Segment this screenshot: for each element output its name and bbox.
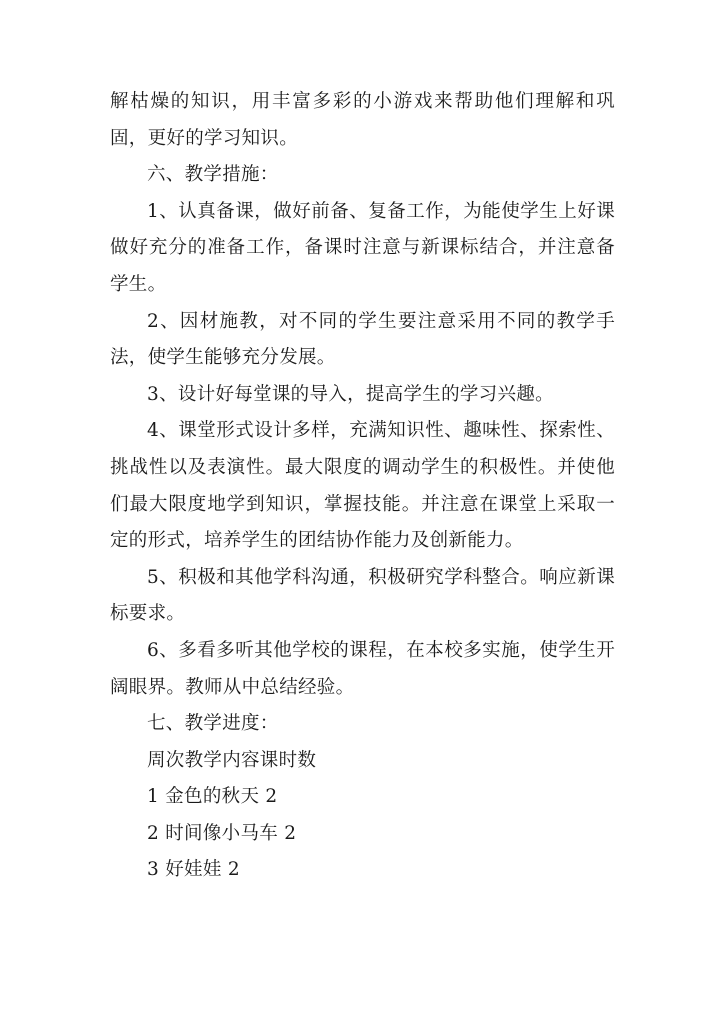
section-6-heading: 六、教学措施： xyxy=(147,164,279,186)
document-page xyxy=(110,84,615,889)
measure-item-4: 4、课堂形式设计多样，充满知识性、趣味性、探索性、挑战性以及表演性。最大限度的调动学生的积极性。并使他们最大限度地学到知识，掌握技能。并注意在课堂上采取一定的形式，培养学生的团结协作能力及创新能力。 xyxy=(110,420,615,552)
measure-item-3: 3、设计好每堂课的导入，提高学生的学习兴趣。 xyxy=(147,383,554,405)
intro-continued-paragraph: 解枯燥的知识，用丰富多彩的小游戏来帮助他们理解和巩固，更好的学习知识。 xyxy=(110,91,615,149)
section-7-heading: 七、教学进度： xyxy=(147,713,279,735)
schedule-row: 1 金色的秋天 2 xyxy=(147,786,278,808)
measure-item-1: 1、认真备课，做好前备、复备工作，为能使学生上好课做好充分的准备工作，备课时注意与新课标结合，并注意备学生。 xyxy=(110,200,615,295)
schedule-row: 3 好娃娃 2 xyxy=(147,859,240,881)
measure-item-5: 5、积极和其他学科沟通，积极研究学科整合。响应新课标要求。 xyxy=(110,566,615,625)
schedule-row: 2 时间像小马车 2 xyxy=(147,822,297,844)
measure-item-6: 6、多看多听其他学校的课程，在本校多实施，使学生开阔眼界。教师从中总结经验。 xyxy=(110,639,615,698)
measure-item-2: 2、因材施教，对不同的学生要注意采用不同的教学手法，使学生能够充分发展。 xyxy=(110,310,615,369)
schedule-table-header: 周次教学内容课时数 xyxy=(147,749,317,771)
